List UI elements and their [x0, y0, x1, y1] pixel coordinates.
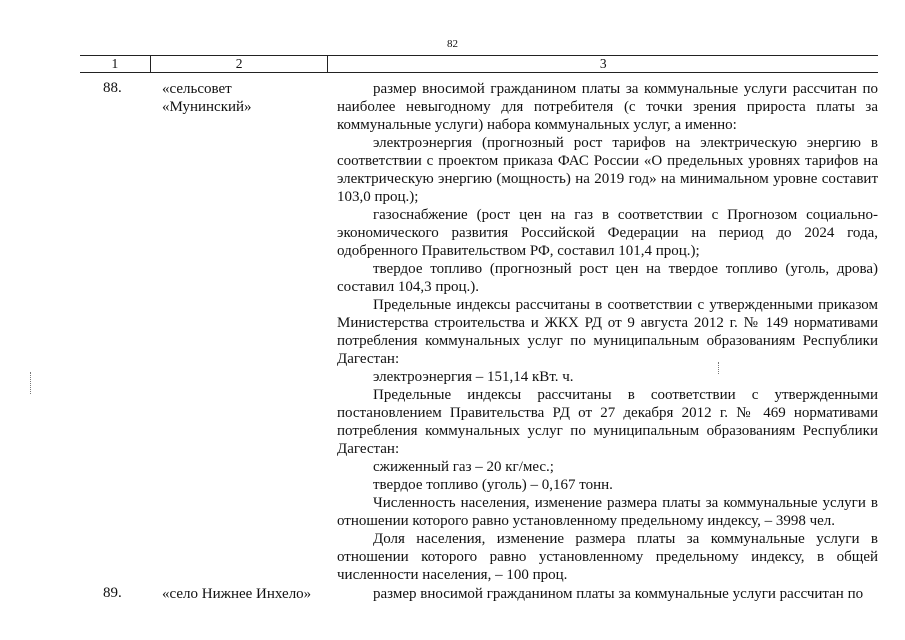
scan-artifact: [30, 372, 32, 394]
header-cell-1: 1: [80, 56, 151, 72]
header-cell-2: 2: [151, 56, 329, 72]
page-number: 82: [447, 38, 458, 50]
paragraph: Численность населения, изменение размера платы за коммунальные услуги в отношении которого равно установленному предельному индексу, – 3998 чел.: [337, 495, 878, 529]
municipality-name: [162, 80, 252, 116]
paragraph: сжиженный газ – 20 кг/мес.;: [373, 459, 554, 475]
row-number: 89.: [103, 585, 122, 601]
row-description: [337, 80, 878, 584]
paragraph: газоснабжение (рост цен на газ в соответствии с Прогнозом социально-экономического развития Российской Федерации на период до 2024 года, одобренного Правительством РФ, составил 101,4 проц.);: [337, 207, 878, 259]
municipality-name-line: «сельсовет: [162, 81, 232, 97]
row-description: [337, 585, 878, 603]
paragraph: электроэнергия (прогнозный рост тарифов на электрическую энергию в соответствии с проектом приказа ФАС России «О предельных уровнях тарифов на электрическую энергию (мощность) на 2019 год» на минимальном уровне составит 103,0 проц.);: [337, 135, 878, 205]
paragraph: Предельные индексы рассчитаны в соответствии с утвержденными приказом Министерства строительства и ЖКХ РД от 9 августа 2012 г. № 149 нормативами потребления коммунальных услуг по муниципальным образованиям Республики Дагестан:: [337, 297, 878, 367]
paragraph: Предельные индексы рассчитаны в соответствии с утвержденными постановлением Правительства РД от 27 декабря 2012 г. № 469 нормативами потребления коммунальных услуг по муниципальным образованиям Республики Дагестан:: [337, 387, 878, 457]
paragraph: электроэнергия – 151,14 кВт. ч.: [373, 369, 574, 385]
row-number: 88.: [103, 80, 122, 96]
paragraph: размер вносимой гражданином платы за коммунальные услуги рассчитан по наиболее невыгодному для потребителя (с точки зрения прироста платы за коммунальные услуги) набора коммунальных услуг, а именно:: [337, 81, 878, 133]
scan-artifact: [718, 362, 720, 374]
paragraph: размер вносимой гражданином платы за коммунальные услуги рассчитан по: [373, 586, 864, 602]
table-header: [80, 55, 878, 73]
municipality-name: [162, 585, 311, 603]
paragraph: Доля населения, изменение размера платы за коммунальные услуги в отношении которого равно установленному предельному индексу, в общей численности населения, – 100 проц.: [337, 531, 878, 583]
paragraph: твердое топливо (уголь) – 0,167 тонн.: [373, 477, 613, 493]
municipality-name-line: «Мунинский»: [162, 99, 252, 115]
municipality-name-line: «село Нижнее Инхело»: [162, 586, 312, 602]
header-cell-3: 3: [599, 56, 607, 71]
paragraph: твердое топливо (прогнозный рост цен на твердое топливо (уголь, дрова) составил 104,3 проц.).: [337, 261, 878, 295]
